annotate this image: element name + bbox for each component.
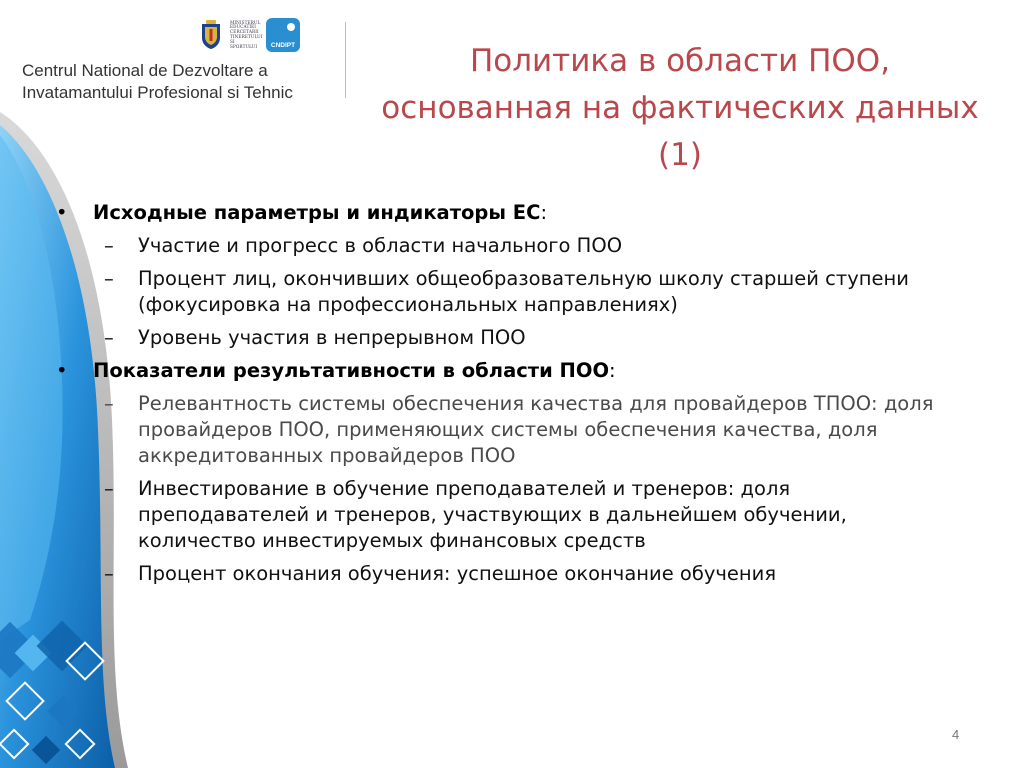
cndipt-logo — [266, 18, 300, 52]
sub-bullet-item — [50, 391, 950, 469]
title-line2: основанная на фактических данных — [381, 90, 979, 126]
sub-bullet-text: Инвестирование в обучение преподавателей и тренеров: доля преподавателей и тренеров, участвующих в дальнейшем обучении, количество инвестируемых финансовых средств — [138, 477, 847, 552]
logo-dot-icon — [287, 23, 295, 31]
ministry-line: MINISTERUL — [230, 19, 261, 25]
bullet-suffix: : — [540, 201, 548, 224]
coat-of-arms-icon — [200, 20, 222, 50]
sub-bullet-text: Процент окончания обучения: успешное окончание обучения — [138, 562, 777, 585]
title-line3: (1) — [658, 137, 702, 173]
slide-content — [50, 200, 950, 594]
sub-bullet-item — [50, 561, 950, 587]
sub-bullet-text: Уровень участия в непрерывном ПОО — [138, 326, 526, 349]
organization-name — [22, 60, 293, 104]
page-number: 4 — [952, 727, 960, 742]
bullet-item — [50, 358, 950, 384]
sub-bullet-text: Участие и прогресс в области начального ПОО — [138, 234, 623, 257]
sub-bullet-item — [50, 233, 950, 259]
dash-mark: – — [104, 234, 114, 257]
dash-mark: – — [104, 326, 114, 349]
bullet-item — [50, 200, 950, 226]
org-name-line2: Invatamantului Profesional si Tehnic — [22, 83, 293, 102]
ministry-line: CERCETARII — [230, 29, 259, 35]
bullet-suffix: : — [609, 359, 616, 382]
header-divider — [345, 22, 346, 98]
dash-mark: – — [104, 392, 114, 415]
sub-bullet-item — [50, 325, 950, 351]
sub-bullet-item — [50, 266, 950, 318]
slide-title — [350, 38, 1010, 179]
cndipt-label: CNDIPT — [270, 42, 296, 49]
sub-bullet-text: Релевантность системы обеспечения качества для провайдеров ТПОО: доля провайдеров ПОО, применяющих системы обеспечения качества, доля аккредитованных провайдеров ПОО — [138, 392, 934, 467]
bullet-mark: • — [56, 201, 68, 224]
sub-bullet-text: Процент лиц, окончивших общеобразовательную школу старшей ступени (фокусировка на профессиональных направлениях) — [138, 267, 909, 316]
bullet-heading: Исходные параметры и индикаторы ЕС — [93, 201, 541, 224]
ministry-logo-text — [230, 19, 263, 50]
org-name-line1: Centrul National de Dezvoltare a — [22, 61, 268, 80]
bullet-mark: • — [56, 359, 68, 382]
ministry-line: SI SPORTULUI — [230, 38, 258, 49]
partner-logos — [200, 18, 300, 52]
bullet-heading: Показатели результативности в области ПОО — [93, 359, 610, 382]
dash-mark: – — [104, 477, 114, 500]
dash-mark: – — [104, 562, 114, 585]
title-line1: Политика в области ПОО, — [469, 43, 891, 79]
ministry-line: TINERETULUI — [230, 34, 263, 39]
sub-bullet-item — [50, 476, 950, 554]
ministry-line: EDUCATIEI — [230, 24, 257, 30]
dash-mark: – — [104, 267, 114, 290]
